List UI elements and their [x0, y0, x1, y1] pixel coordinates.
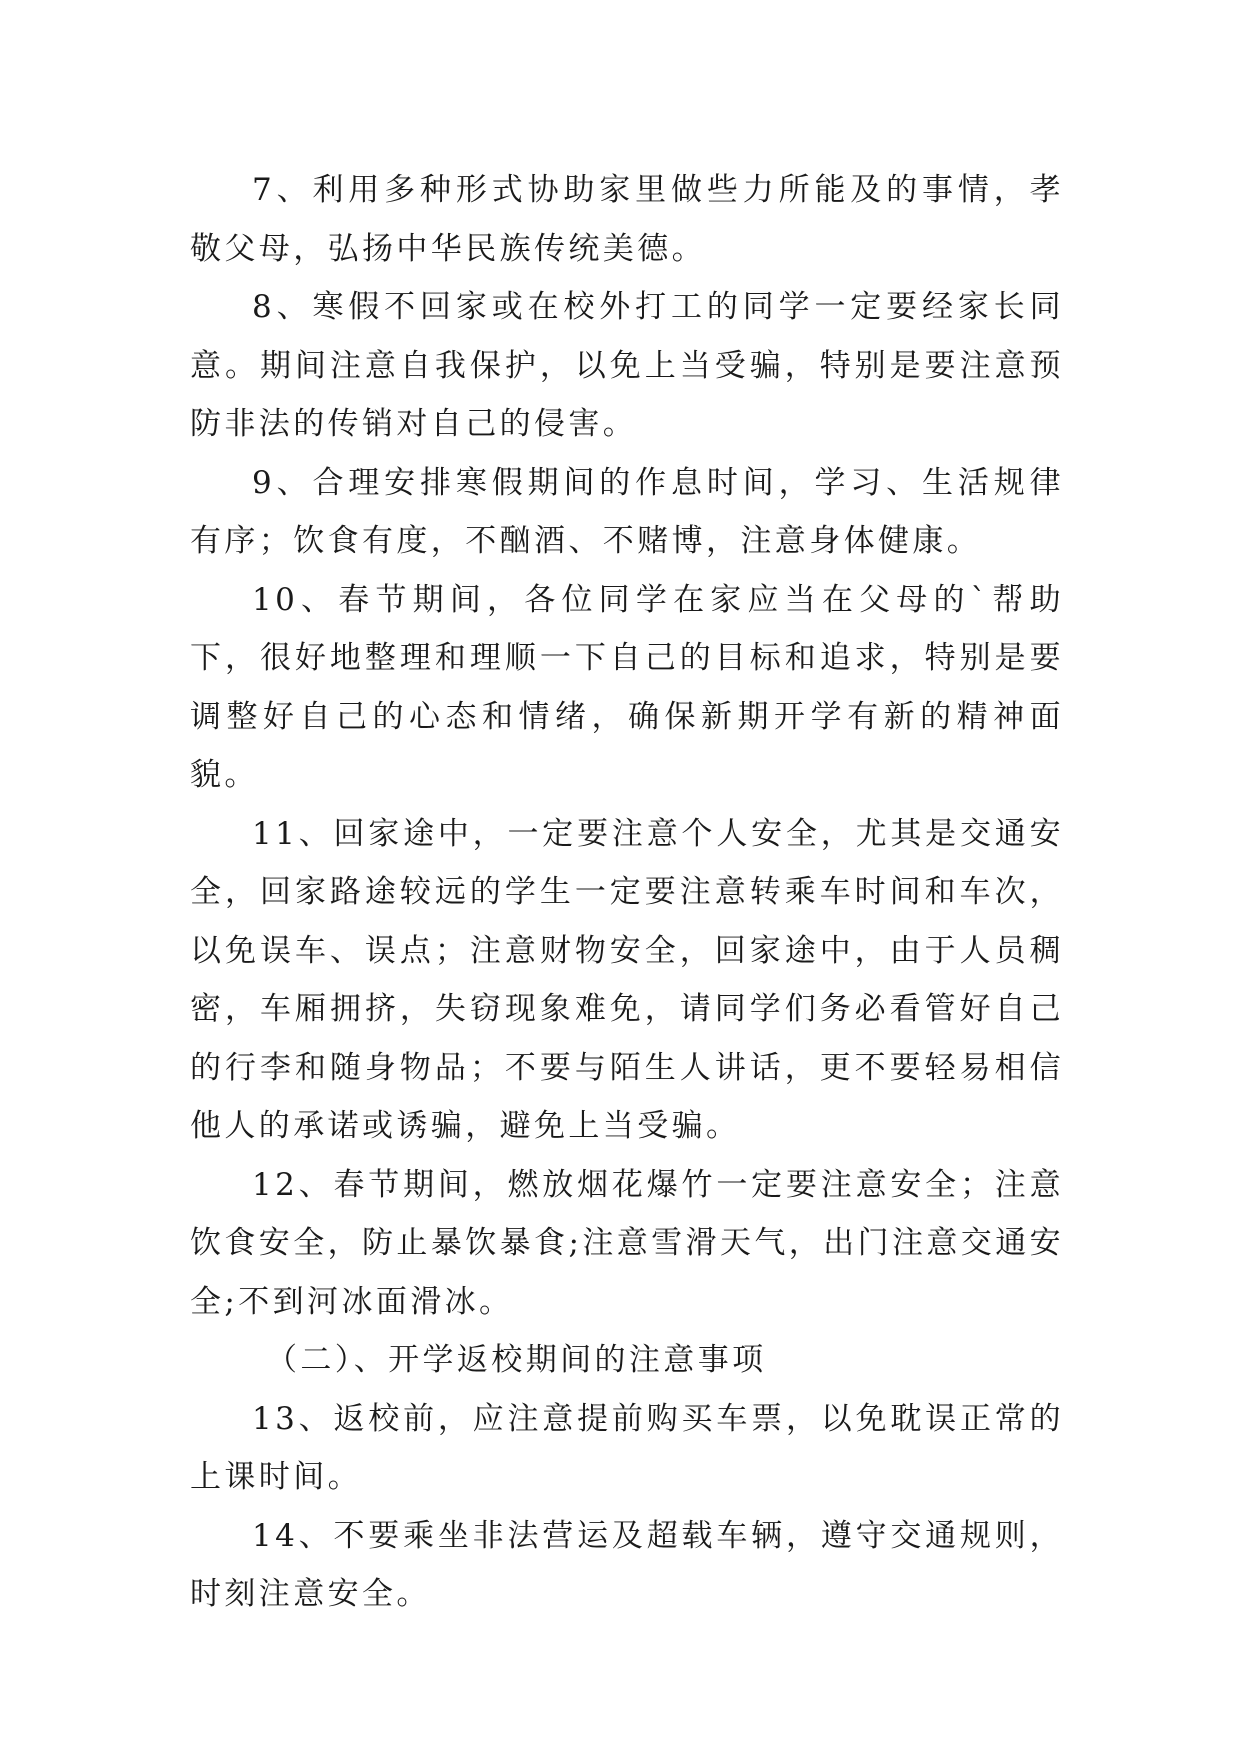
paragraph-item-7: 7、利用多种形式协助家里做些力所能及的事情，孝敬父母，弘扬中华民族传统美德。: [190, 172, 1064, 267]
paragraph-item-13: 13、返校前，应注意提前购买车票，以免耽误正常的上课时间。: [190, 1400, 1064, 1495]
paragraph-item-9: 9、合理安排寒假期间的作息时间，学习、生活规律有序；饮食有度，不酗酒、不赌博，注意身体健康。: [190, 464, 1064, 559]
paragraph-item-10: 10、春节期间，各位同学在家应当在父母的`帮助下，很好地整理和理顺一下自己的目标和追求，特别是要调整好自己的心态和情绪，确保新期开学有新的精神面貌。: [190, 581, 1064, 793]
document-body: [190, 161, 1064, 1624]
section-heading: （二）、开学返校期间的注意事项: [266, 1342, 767, 1378]
paragraph-item-12: 12、春节期间，燃放烟花爆竹一定要注意安全；注意饮食安全，防止暴饮暴食;注意雪滑天气，出门注意交通安全;不到河冰面滑冰。: [190, 1166, 1064, 1320]
paragraph-item-11: 11、回家途中，一定要注意个人安全，尤其是交通安全，回家路途较远的学生一定要注意转乘车时间和车次，以免误车、误点；注意财物安全，回家途中，由于人员稠密，车厢拥挤，失窃现象难免，请同学们务必看管好自己的行李和随身物品；不要与陌生人讲话，更不要轻易相信他人的承诺或诱骗，避免上当受骗。: [190, 815, 1064, 1144]
paragraph-item-14: 14、不要乘坐非法营运及超载车辆，遵守交通规则，时刻注意安全。: [190, 1517, 1064, 1612]
paragraph-item-8: 8、寒假不回家或在校外打工的同学一定要经家长同意。期间注意自我保护，以免上当受骗，特别是要注意预防非法的传销对自己的侵害。: [190, 289, 1064, 442]
